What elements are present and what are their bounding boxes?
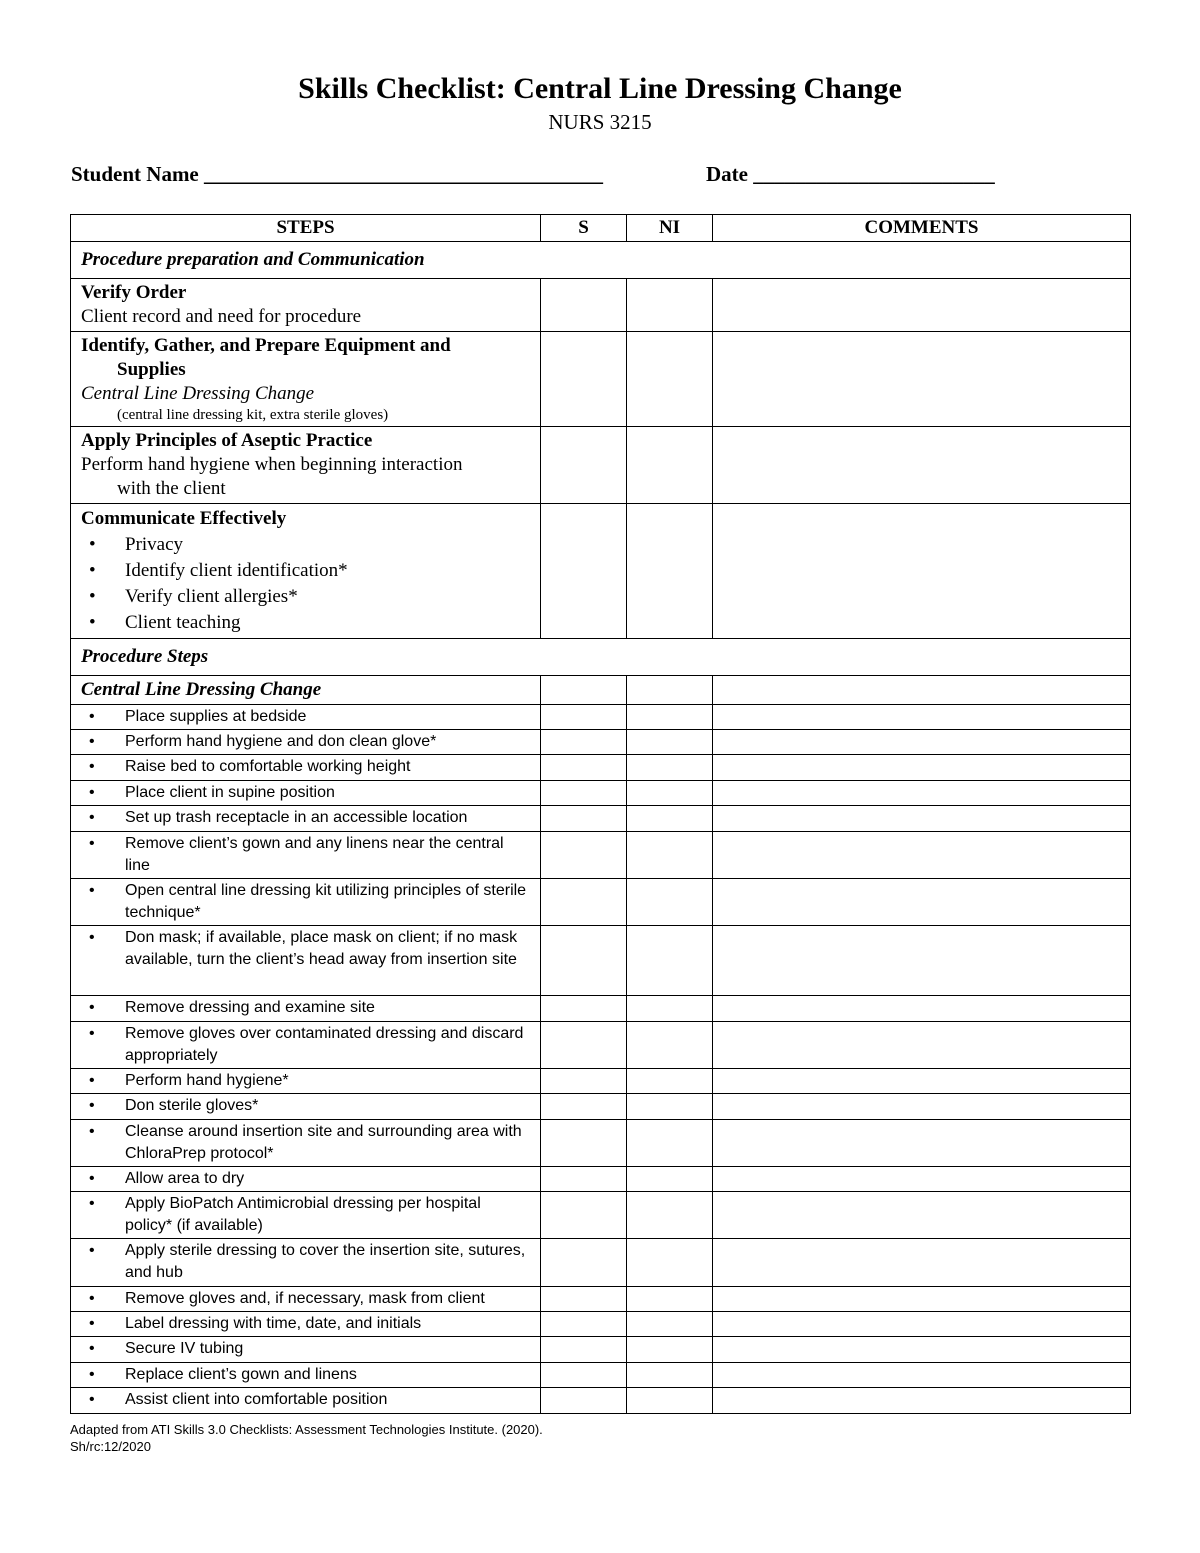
s-checkbox-cell[interactable] <box>541 1239 627 1287</box>
comments-cell[interactable] <box>713 332 1131 427</box>
step-cell <box>71 1167 541 1192</box>
step-cell <box>71 1363 541 1388</box>
s-checkbox-cell[interactable] <box>541 1022 627 1069</box>
s-checkbox-cell[interactable] <box>541 1337 627 1363</box>
comments-cell[interactable] <box>713 1167 1131 1192</box>
section-row <box>71 242 1131 279</box>
list-item: • Secure IV tubing <box>81 1338 530 1360</box>
course-code: NURS 3215 <box>548 110 652 134</box>
ni-checkbox-cell[interactable] <box>627 1388 713 1414</box>
table-row <box>71 1022 1131 1069</box>
ni-checkbox-cell[interactable] <box>627 1239 713 1287</box>
comments-cell[interactable] <box>713 832 1131 879</box>
table-row <box>71 1094 1131 1120</box>
s-checkbox-cell[interactable] <box>541 1094 627 1120</box>
step-list <box>81 731 530 753</box>
s-checkbox-cell[interactable] <box>541 1388 627 1414</box>
step-cell <box>71 504 541 639</box>
table-row <box>71 504 1131 639</box>
header-comments: COMMENTS <box>713 215 1131 242</box>
step-list <box>81 1168 530 1190</box>
table-row <box>71 1239 1131 1287</box>
comments-cell[interactable] <box>713 1312 1131 1337</box>
table-row <box>71 1363 1131 1388</box>
table-row <box>71 1312 1131 1337</box>
s-checkbox-cell[interactable] <box>541 996 627 1022</box>
s-checkbox-cell[interactable] <box>541 705 627 730</box>
ni-checkbox-cell[interactable] <box>627 926 713 996</box>
comments-cell[interactable] <box>713 1069 1131 1094</box>
comments-cell[interactable] <box>713 1388 1131 1414</box>
ni-checkbox-cell[interactable] <box>627 504 713 639</box>
step-cell <box>71 730 541 755</box>
comments-cell[interactable] <box>713 806 1131 832</box>
comments-cell[interactable] <box>713 705 1131 730</box>
comments-cell[interactable] <box>713 1192 1131 1239</box>
step-list <box>81 1240 530 1284</box>
comments-cell[interactable] <box>713 427 1131 504</box>
step-cell <box>71 996 541 1022</box>
step-cell <box>71 781 541 806</box>
step-list <box>81 833 530 877</box>
communication-list <box>81 532 530 636</box>
s-checkbox-cell[interactable] <box>541 806 627 832</box>
ni-checkbox-cell[interactable] <box>627 676 713 705</box>
table-row <box>71 676 1131 705</box>
comments-cell[interactable] <box>713 1337 1131 1363</box>
list-item: • Raise bed to comfortable working height <box>81 756 530 778</box>
s-checkbox-cell[interactable] <box>541 676 627 705</box>
table-row <box>71 879 1131 926</box>
table-header-row <box>71 215 1131 242</box>
list-item: • Allow area to dry <box>81 1168 530 1190</box>
comments-cell[interactable] <box>713 1022 1131 1069</box>
ni-checkbox-cell[interactable] <box>627 1337 713 1363</box>
table-row <box>71 427 1131 504</box>
table-row <box>71 1337 1131 1363</box>
step-list <box>81 756 530 778</box>
s-checkbox-cell[interactable] <box>541 1069 627 1094</box>
list-item: • Remove client’s gown and any linens near the central line <box>81 833 530 877</box>
s-checkbox-cell[interactable] <box>541 1363 627 1388</box>
s-checkbox-cell[interactable] <box>541 1120 627 1167</box>
ni-checkbox-cell[interactable] <box>627 755 713 781</box>
step-list <box>81 1070 530 1092</box>
comments-cell[interactable] <box>713 1239 1131 1287</box>
list-item: • Replace client’s gown and linens <box>81 1364 530 1386</box>
comments-cell[interactable] <box>713 1287 1131 1312</box>
header-steps: STEPS <box>71 215 541 242</box>
step-list <box>81 880 530 924</box>
comments-cell[interactable] <box>713 1120 1131 1167</box>
s-checkbox-cell[interactable] <box>541 504 627 639</box>
section-row <box>71 639 1131 676</box>
step-desc-cont: with the client <box>117 478 226 499</box>
step-note: (central line dressing kit, extra sterile gloves) <box>117 407 389 423</box>
s-checkbox-cell[interactable] <box>541 1192 627 1239</box>
ni-checkbox-cell[interactable] <box>627 332 713 427</box>
step-list <box>81 706 530 728</box>
step-cell <box>71 1094 541 1120</box>
step-list <box>81 1338 530 1360</box>
table-row <box>71 806 1131 832</box>
step-title: Communicate Effectively <box>81 508 287 529</box>
step-cell <box>71 279 541 332</box>
ni-checkbox-cell[interactable] <box>627 879 713 926</box>
table-row <box>71 926 1131 996</box>
step-cell <box>71 926 541 996</box>
table-row <box>71 1192 1131 1239</box>
s-checkbox-cell[interactable] <box>541 1312 627 1337</box>
step-list <box>81 997 530 1019</box>
table-row <box>71 705 1131 730</box>
ni-checkbox-cell[interactable] <box>627 1167 713 1192</box>
step-desc: Perform hand hygiene when beginning interaction <box>81 454 463 475</box>
s-checkbox-cell[interactable] <box>541 1167 627 1192</box>
list-item: • Place client in supine position <box>81 782 530 804</box>
ni-checkbox-cell[interactable] <box>627 730 713 755</box>
step-list <box>81 807 530 829</box>
table-row <box>71 1287 1131 1312</box>
comments-cell[interactable] <box>713 781 1131 806</box>
step-list <box>81 782 530 804</box>
list-item: • Don sterile gloves* <box>81 1095 530 1117</box>
ni-checkbox-cell[interactable] <box>627 1312 713 1337</box>
subsection-title: Central Line Dressing Change <box>71 676 541 705</box>
step-cell <box>71 832 541 879</box>
step-list <box>81 1288 530 1310</box>
ni-checkbox-cell[interactable] <box>627 1022 713 1069</box>
list-item: • Remove gloves and, if necessary, mask from client <box>81 1288 530 1310</box>
step-list <box>81 1121 530 1165</box>
s-checkbox-cell[interactable] <box>541 926 627 996</box>
s-checkbox-cell[interactable] <box>541 279 627 332</box>
s-checkbox-cell[interactable] <box>541 879 627 926</box>
section-title: Procedure preparation and Communication <box>71 242 1131 279</box>
step-list <box>81 927 530 971</box>
ni-checkbox-cell[interactable] <box>627 279 713 332</box>
step-cell <box>71 1337 541 1363</box>
date-field[interactable]: Date _______________________ <box>706 162 995 186</box>
comments-cell[interactable] <box>713 879 1131 926</box>
list-item: • Don mask; if available, place mask on client; if no mask available, turn the client’s head away from insertion site <box>81 927 530 971</box>
student-name-field[interactable]: Student Name ______________________________________ <box>71 162 604 186</box>
step-list <box>81 1193 530 1237</box>
ni-checkbox-cell[interactable] <box>627 781 713 806</box>
s-checkbox-cell[interactable] <box>541 1287 627 1312</box>
table-row <box>71 730 1131 755</box>
s-checkbox-cell[interactable] <box>541 832 627 879</box>
list-item: • Privacy <box>81 532 530 558</box>
step-list <box>81 1364 530 1386</box>
list-item: • Perform hand hygiene and don clean glove* <box>81 731 530 753</box>
step-cell <box>71 1120 541 1167</box>
list-item: • Apply sterile dressing to cover the insertion site, sutures, and hub <box>81 1240 530 1284</box>
list-item: • Apply BioPatch Antimicrobial dressing per hospital policy* (if available) <box>81 1193 530 1237</box>
footer-citation: Adapted from ATI Skills 3.0 Checklists: Assessment Technologies Institute. (2020). <box>70 1422 543 1437</box>
s-checkbox-cell[interactable] <box>541 427 627 504</box>
ni-checkbox-cell[interactable] <box>627 705 713 730</box>
step-cell <box>71 1192 541 1239</box>
comments-cell[interactable] <box>713 755 1131 781</box>
table-row <box>71 1120 1131 1167</box>
comments-cell[interactable] <box>713 504 1131 639</box>
header-ni: NI <box>627 215 713 242</box>
step-list <box>81 1095 530 1117</box>
step-cell <box>71 879 541 926</box>
table-row <box>71 332 1131 427</box>
ni-checkbox-cell[interactable] <box>627 832 713 879</box>
list-item: • Cleanse around insertion site and surrounding area with ChloraPrep protocol* <box>81 1121 530 1165</box>
table-row <box>71 832 1131 879</box>
ni-checkbox-cell[interactable] <box>627 427 713 504</box>
ni-checkbox-cell[interactable] <box>627 1192 713 1239</box>
list-item: • Set up trash receptacle in an accessible location <box>81 807 530 829</box>
step-cell <box>71 1069 541 1094</box>
list-item: • Client teaching <box>81 610 530 636</box>
list-item: • Perform hand hygiene* <box>81 1070 530 1092</box>
list-item: • Assist client into comfortable position <box>81 1389 530 1411</box>
step-cell <box>71 806 541 832</box>
s-checkbox-cell[interactable] <box>541 730 627 755</box>
step-list <box>81 1389 530 1411</box>
ni-checkbox-cell[interactable] <box>627 806 713 832</box>
list-item: • Label dressing with time, date, and initials <box>81 1313 530 1335</box>
comments-cell[interactable] <box>713 926 1131 996</box>
list-item: • Verify client allergies* <box>81 584 530 610</box>
ni-checkbox-cell[interactable] <box>627 1287 713 1312</box>
step-cell <box>71 427 541 504</box>
step-title: Apply Principles of Aseptic Practice <box>81 430 373 451</box>
ni-checkbox-cell[interactable] <box>627 1094 713 1120</box>
step-cell <box>71 1388 541 1414</box>
step-list <box>81 1023 530 1067</box>
list-item: • Open central line dressing kit utilizing principles of sterile technique* <box>81 880 530 924</box>
list-item: • Remove dressing and examine site <box>81 997 530 1019</box>
step-subtitle: Central Line Dressing Change <box>81 383 315 404</box>
s-checkbox-cell[interactable] <box>541 332 627 427</box>
checklist-table <box>70 214 1131 1414</box>
table-row <box>71 781 1131 806</box>
comments-cell[interactable] <box>713 1094 1131 1120</box>
step-list <box>81 1313 530 1335</box>
step-title: Identify, Gather, and Prepare Equipment and <box>81 335 451 356</box>
s-checkbox-cell[interactable] <box>541 755 627 781</box>
step-cell <box>71 705 541 730</box>
ni-checkbox-cell[interactable] <box>627 1069 713 1094</box>
footer-revision: Sh/rc:12/2020 <box>70 1439 151 1454</box>
list-item: • Remove gloves over contaminated dressing and discard appropriately <box>81 1023 530 1067</box>
ni-checkbox-cell[interactable] <box>627 996 713 1022</box>
comments-cell[interactable] <box>713 996 1131 1022</box>
step-cell <box>71 1022 541 1069</box>
comments-cell[interactable] <box>713 1363 1131 1388</box>
comments-cell[interactable] <box>713 730 1131 755</box>
footer <box>70 1421 543 1455</box>
step-title: Verify Order <box>81 282 187 303</box>
page-title: Skills Checklist: Central Line Dressing Change <box>298 72 902 105</box>
table-row <box>71 1167 1131 1192</box>
header-s: S <box>541 215 627 242</box>
table-row <box>71 755 1131 781</box>
table-row <box>71 996 1131 1022</box>
step-cell <box>71 1239 541 1287</box>
step-desc: Client record and need for procedure <box>81 306 362 327</box>
s-checkbox-cell[interactable] <box>541 781 627 806</box>
step-cell <box>71 332 541 427</box>
table-row <box>71 1388 1131 1414</box>
section-title: Procedure Steps <box>71 639 1131 676</box>
step-cell <box>71 1312 541 1337</box>
step-title-cont: Supplies <box>117 359 186 380</box>
ni-checkbox-cell[interactable] <box>627 1363 713 1388</box>
table-row <box>71 279 1131 332</box>
ni-checkbox-cell[interactable] <box>627 1120 713 1167</box>
list-item: • Identify client identification* <box>81 558 530 584</box>
list-item: • Place supplies at bedside <box>81 706 530 728</box>
table-row <box>71 1069 1131 1094</box>
comments-cell[interactable] <box>713 676 1131 705</box>
step-cell <box>71 755 541 781</box>
step-cell <box>71 1287 541 1312</box>
comments-cell[interactable] <box>713 279 1131 332</box>
